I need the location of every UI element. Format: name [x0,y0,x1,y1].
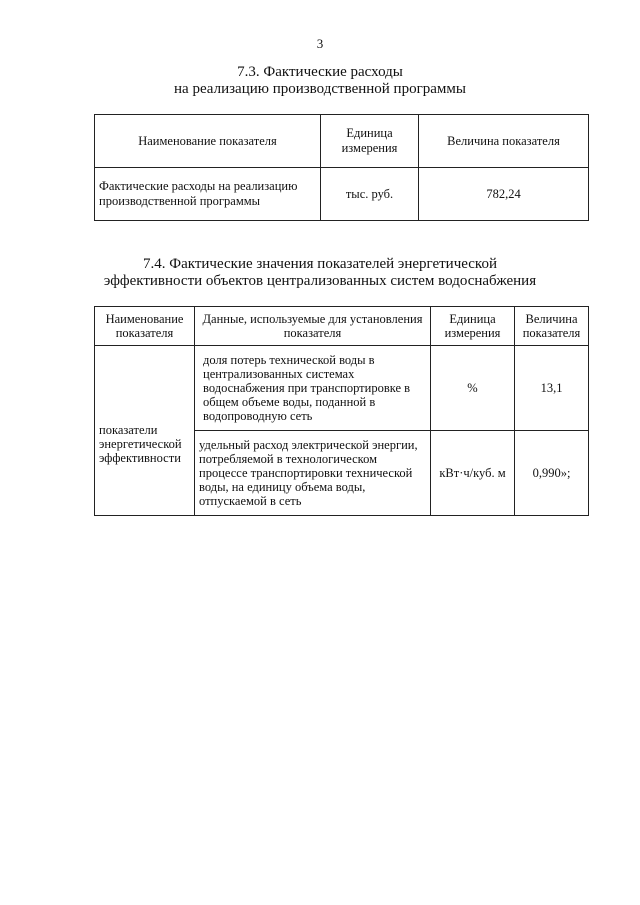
actual-expenses-table [94,114,589,221]
header-unit: Единица измерения [321,115,419,168]
section-7-3-title-line2: на реализацию производственной программы [174,81,466,97]
section-7-4-title-line1: 7.4. Фактические значения показателей энергетической [143,256,497,272]
energy-efficiency-table [94,306,589,516]
header-indicator-name: Наименование показателя [95,307,195,346]
header-value: Величина показателя [515,307,589,346]
row-value: 0,990»; [515,431,589,516]
header-value: Величина показателя [419,115,589,168]
section-7-3-title-line1: 7.3. Фактические расходы [237,64,403,80]
header-data-used: Данные, используемые для установления показателя [195,307,431,346]
section-7-4-title-line2: эффективности объектов централизованных систем водоснабжения [103,273,537,289]
table-row [95,168,589,221]
section-7-4-title [0,256,640,290]
section-7-3-title [0,64,640,98]
table-row [95,346,589,431]
row-unit: % [431,346,515,431]
row-value: 13,1 [515,346,589,431]
header-unit: Единица измерения [431,307,515,346]
row-data-used: доля потерь технической воды в централизованных системах водоснабжения при транспортировке в общем объеме воды, поданной в водопроводную сеть [195,346,431,431]
table-header-row [95,307,589,346]
header-indicator-name: Наименование показателя [95,115,321,168]
indicator-name-cell: показатели энергетической эффективности [95,346,195,516]
table-header-row [95,115,589,168]
row-unit: тыс. руб. [321,168,419,221]
row-indicator-name: Фактические расходы на реализацию производственной программы [95,168,321,221]
row-value: 782,24 [419,168,589,221]
row-unit: кВт·ч/куб. м [431,431,515,516]
row-data-used: удельный расход электрической энергии, потребляемой в технологическом процессе транспортировки технической воды, на единицу объема воды, отпускаемой в сеть [195,431,431,516]
page-number: 3 [316,36,324,51]
